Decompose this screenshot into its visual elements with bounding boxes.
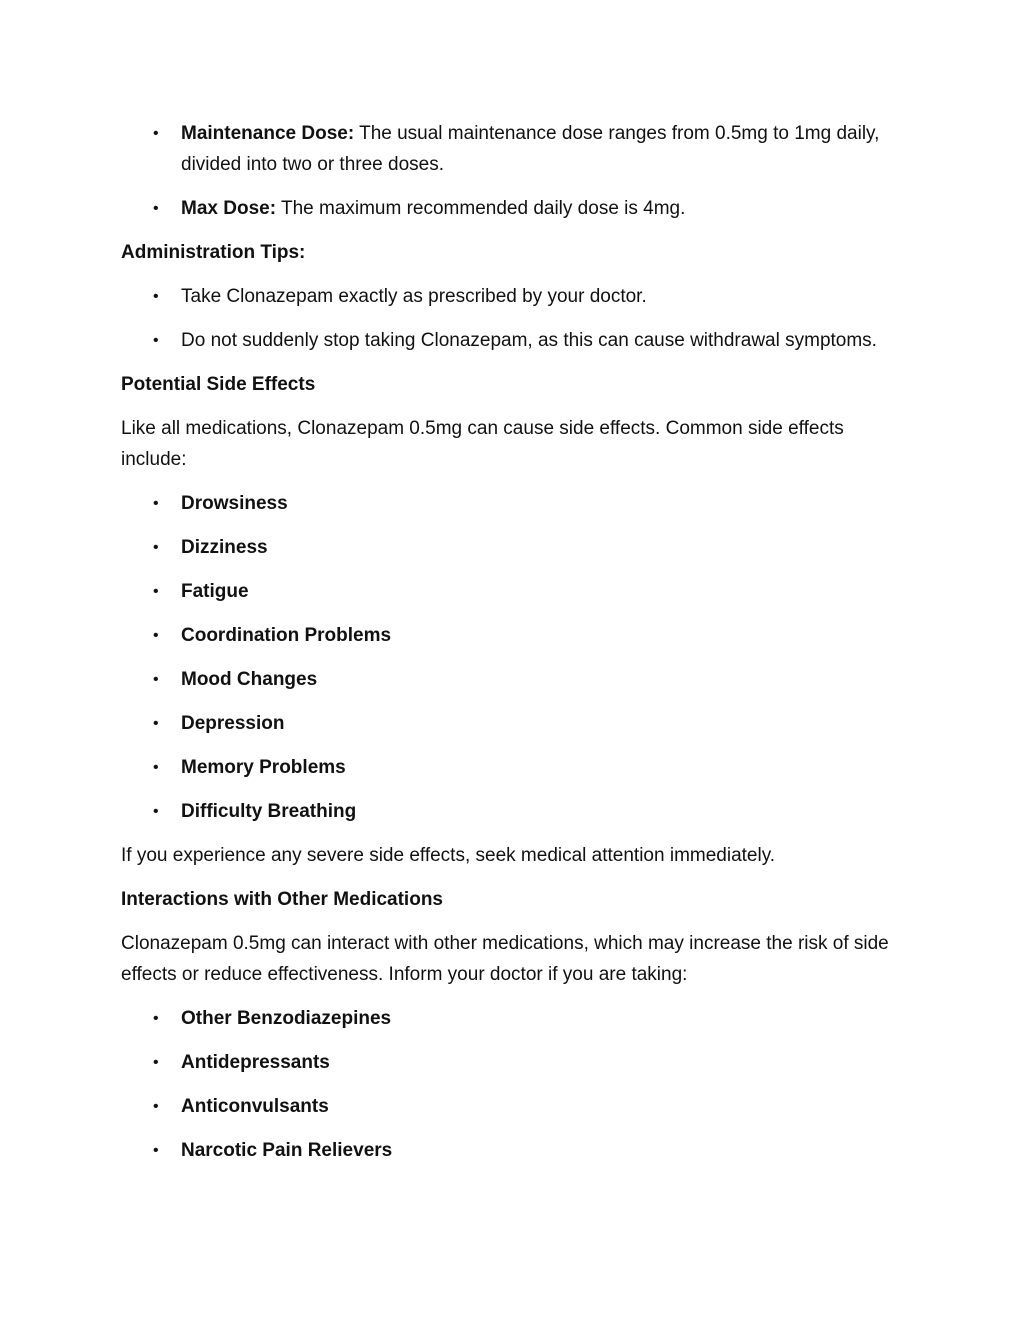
bullet-icon: • [153,1142,159,1159]
list-item [153,193,911,224]
item-label: Other Benzodiazepines [181,1008,392,1029]
item-label: Fatigue [181,581,249,602]
item-label: Anticonvulsants [181,1096,329,1117]
item-label: Memory Problems [181,757,346,778]
administration-heading: Administration Tips: [121,242,306,263]
bullet-icon: • [153,539,159,556]
document-page [121,118,911,1179]
interactions-heading: Interactions with Other Medications [121,889,443,910]
item-label: Drowsiness [181,493,288,514]
item-text: The usual maintenance dose ranges from 0.5mg to 1mg daily, divided into two or three doses. [181,123,880,175]
item-label: Max Dose: [181,198,277,219]
list-item [153,532,911,563]
bullet-icon: • [153,200,159,217]
bullet-icon: • [153,1054,159,1071]
list-item [153,664,911,695]
dosage-list [121,118,911,224]
interactions-intro: Clonazepam 0.5mg can interact with other medications, which may increase the risk of side effects or reduce effectiveness. Inform your doctor if you are taking: [121,933,889,985]
bullet-icon: • [153,332,159,349]
bullet-icon: • [153,759,159,776]
interactions-list [121,1003,911,1166]
item-text: Take Clonazepam exactly as prescribed by your doctor. [181,286,647,307]
list-item [153,576,911,607]
bullet-icon: • [153,583,159,600]
item-label: Mood Changes [181,669,318,690]
list-item [153,1135,911,1166]
list-item [153,1047,911,1078]
side-effects-intro: Like all medications, Clonazepam 0.5mg can cause side effects. Common side effects include: [121,418,844,470]
bullet-icon: • [153,803,159,820]
list-item [153,796,911,827]
list-item [153,488,911,519]
list-item [153,708,911,739]
item-text: Do not suddenly stop taking Clonazepam, as this can cause withdrawal symptoms. [181,330,877,351]
side-effects-note: If you experience any severe side effects, seek medical attention immediately. [121,845,776,866]
bullet-icon: • [153,125,159,142]
list-item [153,1091,911,1122]
list-item [153,620,911,651]
item-label: Difficulty Breathing [181,801,357,822]
side-effects-list [121,488,911,827]
item-label: Coordination Problems [181,625,392,646]
item-text: The maximum recommended daily dose is 4mg. [276,198,686,219]
bullet-icon: • [153,627,159,644]
list-item [153,325,911,356]
item-label: Antidepressants [181,1052,330,1073]
list-item [153,118,911,180]
administration-list [121,281,911,356]
item-label: Narcotic Pain Relievers [181,1140,393,1161]
item-label: Maintenance Dose: [181,123,355,144]
bullet-icon: • [153,495,159,512]
bullet-icon: • [153,671,159,688]
bullet-icon: • [153,288,159,305]
list-item [153,1003,911,1034]
bullet-icon: • [153,715,159,732]
bullet-icon: • [153,1010,159,1027]
list-item [153,752,911,783]
side-effects-heading: Potential Side Effects [121,374,316,395]
bullet-icon: • [153,1098,159,1115]
list-item [153,281,911,312]
item-label: Dizziness [181,537,268,558]
item-label: Depression [181,713,285,734]
